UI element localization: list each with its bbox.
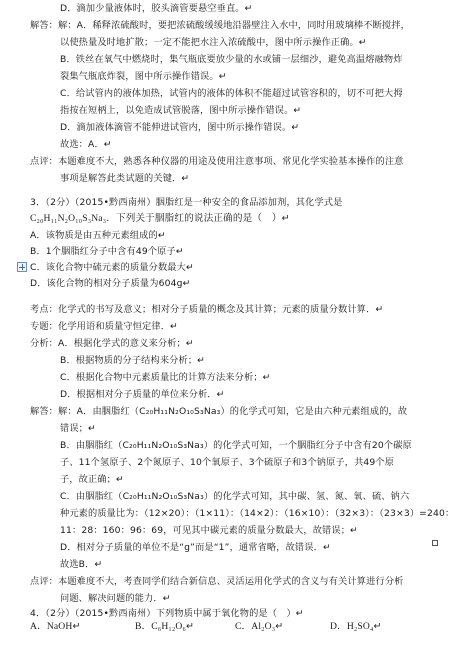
q3-stem-line-2: C₂₀H₁₁N₂O₁₀S₃Na₃．下列关于胭脂红的说法正确的是（ ）↵ <box>30 213 290 224</box>
q2-answer-line-3: B．铁丝在氧气中燃烧时，集气瓶底要放少量的水或铺一层细沙，避免高温熔融物炸 <box>60 54 403 65</box>
q4-option-b: B．C₆H₁₂O₆↵ <box>135 621 195 632</box>
q3-answer-b-line-1: B．由胭脂红（C₂₀H₁₁N₂O₁₀S₃Na₃）的化学式可知，一个胭脂红分子中含有20个碳原 <box>60 440 412 451</box>
q3-option-b: B．1个胭脂红分子中含有49个原子↵ <box>30 246 184 257</box>
q2-answer-line-2: 以使热量及时地扩散；一定不能把水注入浓硫酸中，图中所示操作正确。↵ <box>60 37 367 48</box>
q2-answer-line-7: D．滴加液体滴管不能伸进试管内，图中所示操作错误。↵ <box>60 122 300 133</box>
q3-answer-a-line-1: 解答：解：A．由胭脂红（C₂₀H₁₁N₂O₁₀S₃Na₃）的化学式可知，它是由六种元素组成的，故 <box>30 406 408 417</box>
q3-option-a: A．该物质是由五种元素组成的↵ <box>30 230 166 241</box>
q3-option-d: D．该化合物的相对分子质量为604g↵ <box>30 278 191 289</box>
q3-answer-b-line-2: 子、11个氢原子、2个氮原子、10个氧原子、3个硫原子和3个钠原子，共49个原 <box>60 457 395 468</box>
q3-answer-d: D．相对分子质量的单位不是“g”而是“1”，通常省略，故错误．↵ <box>60 542 331 553</box>
table-end-marker <box>432 540 438 546</box>
q2-comment-line-1: 点评：本题难度不大，熟悉各种仪器的用途及使用注意事项、常见化学实验基本操作的注意 <box>30 156 404 167</box>
q4-option-d: D．H₂SO₄↵ <box>330 621 382 632</box>
q2-option-d-text: D．滴加少量液体时，胶头滴管要悬空垂直。↵ <box>60 3 253 14</box>
q3-answer-b-line-3: 子，故正确；↵ <box>60 474 124 485</box>
q2-answer-line-6: 指按在短柄上，以免造成试管脱落，图中所示操作错误。↵ <box>60 105 302 116</box>
q4-stem: 4．（2分）（2015•黔西南州）下列物质中属于氧化物的是（ ）↵ <box>30 608 304 619</box>
q3-analysis-b: B．根据物质的分子结构来分析；↵ <box>60 355 206 366</box>
q3-option-c: C．该化合物中硫元素的质量分数最大↵ <box>30 262 194 273</box>
q3-analysis-a: 分析：A．根据化学式的意义来分析；↵ <box>30 338 194 349</box>
q3-zhuanti: 专题：化学用语和质量守恒定律．↵ <box>30 321 178 332</box>
q3-analysis-c: C．根据化合物中元素质量比的计算方法来分析；↵ <box>60 372 271 383</box>
q3-analysis-d: D．根据相对分子质量的单位来分析．↵ <box>60 389 225 400</box>
q3-answer-c-line-2: 种元素的质量比为：（12×20）：（1×11）：（14×2）：（16×10）：（32×3）：（23×3）=240： <box>60 508 455 519</box>
q2-answer-line-5: C．给试管内的液体加热，试管内的液体的体积不能超过试管容积的，切不可把大拇 <box>60 88 403 99</box>
q3-answer-a-line-2: 错误；↵ <box>60 423 96 434</box>
q3-stem-line-1: 3．（2分）（2015•黔西南州）胭脂红是一种安全的食品添加剂，其化学式是 <box>30 197 343 208</box>
q4-option-a: A．NaOH↵ <box>30 621 81 632</box>
q2-choice: 故选：A．↵ <box>60 139 112 150</box>
q2-answer-line-4: 裂集气瓶底炸裂，图中所示操作错误。↵ <box>60 71 227 82</box>
q3-choice: 故选B．↵ <box>60 559 103 570</box>
q3-comment-line-1: 点评：本题难度不大，考查同学们结合新信息、灵活运用化学式的含义与有关计算进行分析 <box>30 576 404 587</box>
q3-comment-line-2: 问题、解决问题的能力．↵ <box>60 593 171 604</box>
move-handle-icon[interactable] <box>17 262 27 272</box>
q2-comment-line-2: 事项是解答此类试题的关键．↵ <box>60 173 190 184</box>
q3-answer-c-line-3: 11：28：160：96：69，可见其中碳元素的质量分数最大，故错误；↵ <box>60 525 358 536</box>
q4-option-c: C．Al₂O₃↵ <box>235 621 284 632</box>
q3-kaodian: 考点：化学式的书写及意义；相对分子质量的概念及其计算；元素的质量分数计算．↵ <box>30 304 384 315</box>
q3-answer-c-line-1: C．由胭脂红（C₂₀H₁₁N₂O₁₀S₃Na₃）的化学式可知，其中碳、氢、氮、氧、硫、钠六 <box>60 491 410 502</box>
q2-answer-line-1: 解答：解：A．稀释浓硫酸时，要把浓硫酸缓缓地沿器壁注入水中，同时用玻璃棒不断搅拌， <box>30 20 410 31</box>
